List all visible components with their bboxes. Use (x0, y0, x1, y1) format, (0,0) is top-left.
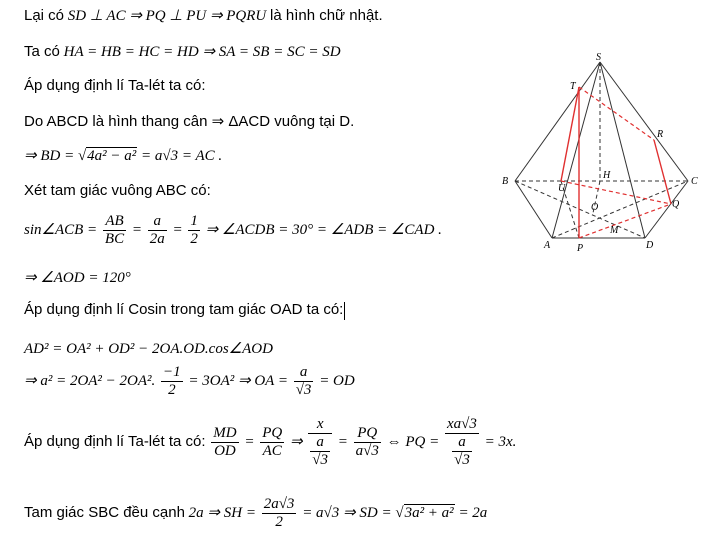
fraction-a-sqrt3: $\frac{a}{√3}$ (295, 364, 312, 398)
label-p: P (577, 243, 584, 254)
label-o: O (591, 202, 599, 213)
fraction-1-2: $\frac{1}{2}$ (190, 213, 198, 247)
fraction-a-2a: $\frac{a}{2a}$ (149, 213, 165, 247)
text-cursor (344, 302, 345, 320)
edge-sb (515, 62, 600, 181)
label-s: S (596, 52, 601, 63)
fraction-md-od: $\frac{MD}{OD}$ (213, 425, 237, 459)
label-c: C (691, 176, 698, 187)
edge-sd (600, 62, 645, 238)
edge-ba (515, 181, 552, 238)
label-a: A (544, 240, 551, 251)
label-r: R (657, 129, 664, 140)
red-uq (561, 181, 671, 204)
red-tu (561, 87, 579, 181)
label-q: Q (672, 199, 680, 210)
label-t: T (570, 81, 576, 92)
line-13: Tam giác SBC đều cạnh 2a ⇒ SH = $\frac{2a√3}{2}$ = a√3 ⇒ SD = √3a² + a² = 2a (24, 496, 488, 530)
pyramid-figure (495, 50, 710, 255)
edge-sc (600, 62, 688, 181)
label-m: M (610, 225, 619, 236)
line-8: ⇒ ∠AOD = 120° (24, 270, 131, 286)
fraction-minus1-2: $\frac{-1}{2}$ (163, 364, 181, 398)
line-4: Do ABCD là hình thang cân ⇒ ΔACD vuông tại D. (24, 113, 355, 130)
red-tr (579, 87, 654, 140)
sqrt-1: √4a² − a² (77, 148, 137, 164)
line-10: AD² = OA² + OD² − 2OA.OD.cos∠AOD (24, 341, 273, 357)
diag-bd (515, 181, 645, 238)
line-5: ⇒ BD = √4a² − a² = a√3 = AC . (24, 148, 223, 164)
line-3: Áp dụng định lí Ta-lét ta có: (24, 77, 206, 94)
label-b: B (502, 176, 509, 187)
label-d: D (646, 240, 654, 251)
sqrt-2: √3a² + a² (395, 504, 454, 521)
line-12: Áp dụng định lí Ta-lét ta có: $\frac{MD}{OD}$ = $\frac{PQ}{AC}$ ⇒ $\frac{x}{\frac{a}{√3}}$ = $\frac{PQ}{a√3}$ ⇔ PQ = $\frac{xa√3}{\frac{a}{√3}}$ = 3x. (24, 416, 517, 468)
fraction-pq-ac: $\frac{PQ}{AC}$ (262, 425, 283, 459)
label-h: H (603, 170, 611, 181)
fraction-ab-bc: $\frac{AB}{BC}$ (104, 213, 125, 247)
line-11: ⇒ a² = 2OA² − 2OA². $\frac{-1}{2}$ = 3OA² ⇒ OA = $\frac{a}{√3}$ = OD (24, 364, 355, 398)
label-u: U (558, 183, 566, 194)
line-6: Xét tam giác vuông ABC có: (24, 182, 211, 199)
line-7: sin∠ACB = $\frac{AB}{BC}$ = $\frac{a}{2a}$ = $\frac{1}{2}$ ⇒ ∠ACDB = 30° = ∠ADB = ∠CAD . (24, 213, 442, 247)
line-2: Ta có HA = HB = HC = HD ⇒ SA = SB = SC = SD (24, 43, 341, 60)
math-2: HA = HB = HC = HD ⇒ SA = SB = SC = SD (63, 44, 341, 60)
line-9: Áp dụng định lí Cosin trong tam giác OAD ta có: (24, 301, 344, 318)
fraction-xasqrt3-over-a-sqrt3: $\frac{xa√3}{\frac{a}{√3}}$ (447, 416, 477, 468)
fraction-pq-asqrt3: $\frac{PQ}{a√3}$ (355, 425, 379, 459)
line-1: Lại có SD ⊥ AC ⇒ PQ ⊥ PU ⇒ PQRU là hình chữ nhật. (24, 7, 383, 24)
fraction-x-over-a-sqrt3: $\frac{x}{\frac{a}{√3}}$ (308, 416, 332, 469)
math-1: SD ⊥ AC ⇒ PQ ⊥ PU ⇒ PQRU (67, 8, 267, 24)
fraction-2asqrt3-2: $\frac{2a√3}{2}$ (263, 496, 295, 530)
